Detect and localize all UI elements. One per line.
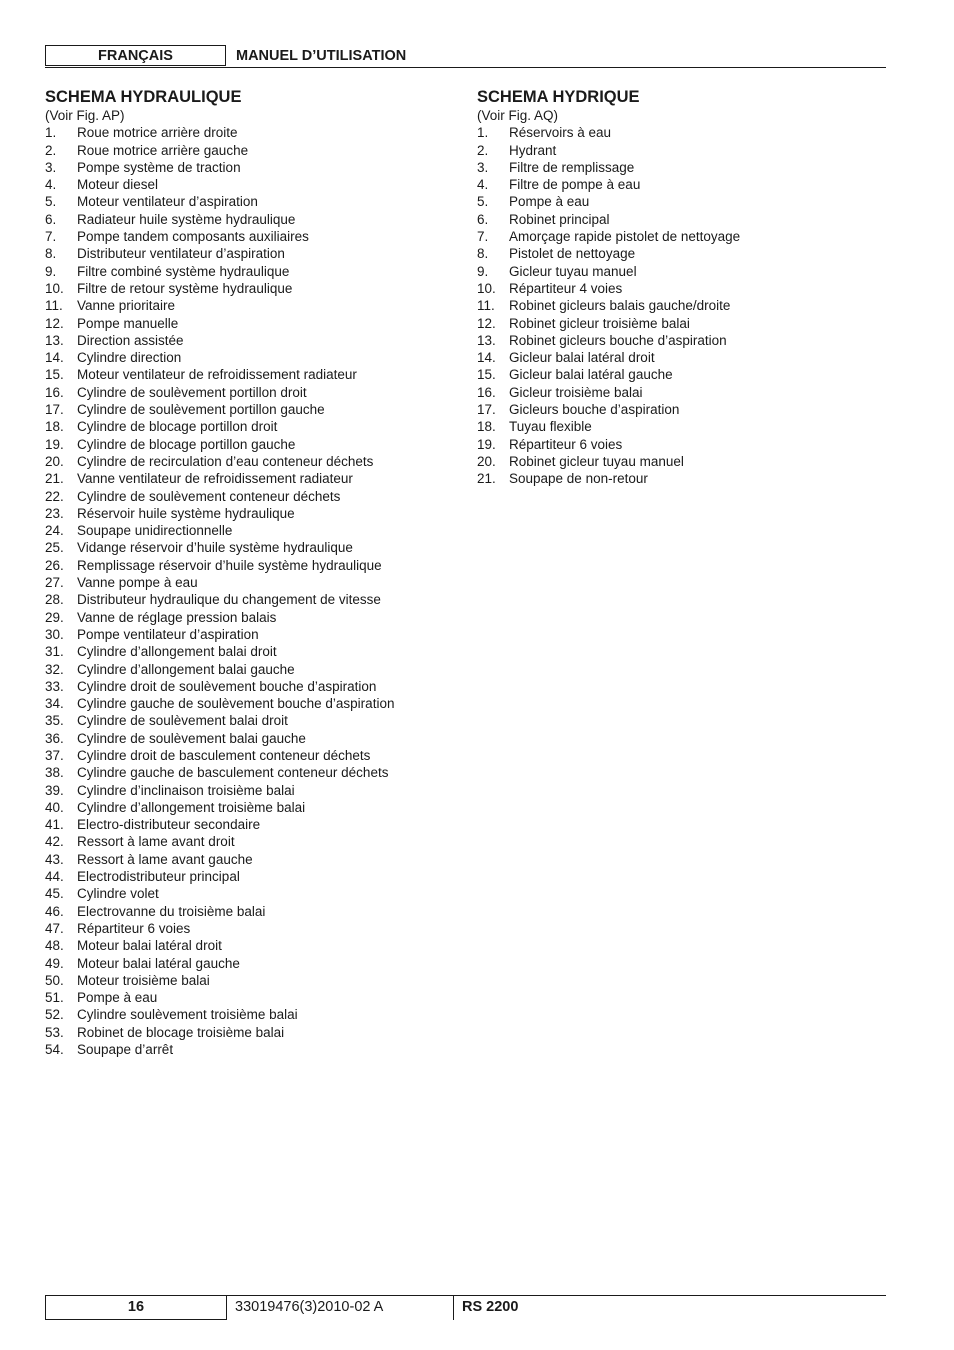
list-item [45,228,445,245]
item-label: Gicleur tuyau manuel [509,263,637,279]
item-number: 17. [45,402,64,418]
item-number: 40. [45,799,64,815]
list-item [477,124,886,141]
list-item [45,505,445,522]
list-item [45,349,445,366]
list-item [477,193,886,210]
item-number: 31. [45,644,64,660]
item-label: Gicleur balai latéral droit [509,350,655,366]
item-number: 29. [45,609,64,625]
item-number: 20. [45,453,64,469]
list-item [477,453,886,470]
item-label: Filtre de remplissage [509,159,635,175]
list-item [45,488,445,505]
hydraulic-figure-reference: (Voir Fig. AP) [45,108,125,123]
item-label: Electrodistributeur principal [77,869,240,885]
item-number: 42. [45,834,64,850]
item-label: Cylindre de soulèvement balai droit [77,713,288,729]
item-number: 16. [45,384,64,400]
item-number: 44. [45,869,64,885]
item-number: 49. [45,955,64,971]
item-number: 10. [45,280,64,296]
item-number: 9. [45,263,57,279]
list-item [45,453,445,470]
list-item [45,142,445,159]
list-item [45,297,445,314]
list-item [45,245,445,262]
item-label: Soupape de non-retour [509,471,648,487]
item-label: Pompe ventilateur d’aspiration [77,626,259,642]
item-label: Cylindre droit de soulèvement bouche d’aspiration [77,678,377,694]
list-item [477,332,886,349]
hydraulic-section [45,87,445,1058]
item-number: 16. [477,384,496,400]
list-item [477,470,886,487]
item-label: Filtre combiné système hydraulique [77,263,290,279]
item-label: Electrovanne du troisième balai [77,903,266,919]
item-number: 14. [477,350,496,366]
item-number: 54. [45,1042,64,1058]
item-label: Distributeur hydraulique du changement de vitesse [77,592,381,608]
item-label: Cylindre direction [77,350,182,366]
item-label: Vanne prioritaire [77,298,176,314]
item-label: Roue motrice arrière droite [77,125,238,141]
list-item [45,609,445,626]
list-item [45,799,445,816]
item-label: Pistolet de nettoyage [509,246,636,262]
item-label: Cylindre droit de basculement conteneur déchets [77,747,371,763]
item-number: 7. [45,229,57,245]
item-number: 45. [45,886,64,902]
item-number: 22. [45,488,64,504]
item-number: 33. [45,678,64,694]
item-number: 3. [45,159,57,175]
item-number: 30. [45,626,64,642]
manual-title: MANUEL D’UTILISATION [236,48,407,64]
item-label: Pompe à eau [509,194,590,210]
item-label: Gicleurs bouche d’aspiration [509,402,680,418]
list-item [45,315,445,332]
list-item [45,851,445,868]
item-number: 32. [45,661,64,677]
item-label: Soupape d’arrêt [77,1042,174,1058]
item-number: 18. [477,419,496,435]
item-label: Robinet gicleurs bouche d’aspiration [509,332,727,348]
item-number: 36. [45,730,64,746]
list-item [45,782,445,799]
item-number: 26. [45,557,64,573]
item-number: 35. [45,713,64,729]
item-label: Radiateur huile système hydraulique [77,211,296,227]
item-label: Vanne de réglage pression balais [77,609,277,625]
hydraulic-title: SCHEMA HYDRAULIQUE [45,88,242,106]
item-label: Robinet gicleur tuyau manuel [509,453,684,469]
list-item [45,626,445,643]
item-label: Robinet gicleurs balais gauche/droite [509,298,731,314]
list-item [45,401,445,418]
list-item [45,816,445,833]
item-number: 5. [45,194,57,210]
item-label: Cylindre d’allongement balai droit [77,644,277,660]
item-number: 17. [477,402,496,418]
item-label: Cylindre d’allongement troisième balai [77,799,306,815]
item-label: Cylindre soulèvement troisième balai [77,1007,298,1023]
item-label: Vanne pompe à eau [77,575,198,591]
item-number: 8. [477,246,489,262]
list-item [477,176,886,193]
item-number: 19. [45,436,64,452]
list-item [45,920,445,937]
item-number: 41. [45,817,64,833]
list-item [45,176,445,193]
item-number: 8. [45,246,57,262]
list-item [477,418,886,435]
item-label: Cylindre de blocage portillon gauche [77,436,296,452]
item-number: 6. [45,211,57,227]
list-item [45,972,445,989]
item-number: 11. [45,298,63,314]
item-label: Cylindre de soulèvement conteneur déchets [77,488,341,504]
model-name: RS 2200 [453,1296,518,1320]
list-item [477,228,886,245]
list-item [477,211,886,228]
list-item [45,591,445,608]
item-number: 13. [45,332,64,348]
item-label: Moteur troisième balai [77,972,210,988]
list-item [477,315,886,332]
item-number: 23. [45,505,64,521]
list-item [477,263,886,280]
item-number: 20. [477,453,496,469]
document-code: 33019476(3)2010-02 A [235,1299,384,1315]
item-label: Electro-distributeur secondaire [77,817,261,833]
item-number: 3. [477,159,489,175]
item-label: Soupape unidirectionnelle [77,523,233,539]
list-item [45,868,445,885]
item-label: Filtre de pompe à eau [509,177,641,193]
item-number: 11. [477,298,495,314]
list-item [45,1024,445,1041]
item-number: 12. [477,315,496,331]
item-label: Pompe à eau [77,990,158,1006]
list-item [45,574,445,591]
item-label: Pompe tandem composants auxiliaires [77,229,309,245]
list-item [45,557,445,574]
item-label: Cylindre gauche de soulèvement bouche d’aspiration [77,696,395,712]
item-label: Distributeur ventilateur d’aspiration [77,246,285,262]
item-label: Moteur ventilateur d’aspiration [77,194,258,210]
list-item [45,384,445,401]
item-number: 21. [477,471,496,487]
item-label: Remplissage réservoir d’huile système hydraulique [77,557,382,573]
item-number: 38. [45,765,64,781]
list-item [477,159,886,176]
list-item [45,903,445,920]
item-label: Moteur balai latéral gauche [77,955,240,971]
item-number: 46. [45,903,64,919]
item-number: 15. [477,367,496,383]
list-item [45,436,445,453]
item-number: 52. [45,1007,64,1023]
item-number: 5. [477,194,489,210]
item-number: 47. [45,920,64,936]
list-item [45,366,445,383]
item-label: Hydrant [509,142,557,158]
item-label: Pompe manuelle [77,315,179,331]
list-item [45,833,445,850]
item-label: Cylindre de blocage portillon droit [77,419,278,435]
item-label: Filtre de retour système hydraulique [77,280,293,296]
list-item [45,418,445,435]
item-label: Répartiteur 6 voies [77,920,191,936]
list-item [45,678,445,695]
item-label: Répartiteur 6 voies [509,436,623,452]
item-number: 34. [45,696,64,712]
list-item [45,159,445,176]
page-header [45,45,886,68]
item-number: 12. [45,315,64,331]
list-item [45,470,445,487]
item-number: 18. [45,419,64,435]
item-label: Cylindre gauche de basculement conteneur déchets [77,765,389,781]
list-item [477,142,886,159]
item-number: 6. [477,211,489,227]
item-number: 4. [477,177,489,193]
item-number: 28. [45,592,64,608]
list-item [477,280,886,297]
list-item [45,522,445,539]
item-number: 2. [45,142,57,158]
item-label: Moteur ventilateur de refroidissement radiateur [77,367,357,383]
item-label: Robinet gicleur troisième balai [509,315,690,331]
item-number: 19. [477,436,496,452]
water-title: SCHEMA HYDRIQUE [477,88,640,106]
list-item [45,661,445,678]
list-item [45,124,445,141]
list-item [477,384,886,401]
list-item [45,263,445,280]
item-label: Direction assistée [77,332,184,348]
item-number: 21. [45,471,64,487]
list-item [45,1041,445,1058]
item-number: 50. [45,972,64,988]
item-label: Cylindre de recirculation d’eau conteneur déchets [77,453,374,469]
list-item [45,643,445,660]
item-label: Amorçage rapide pistolet de nettoyage [509,229,741,245]
item-number: 24. [45,523,64,539]
list-item [477,401,886,418]
item-label: Cylindre d’inclinaison troisième balai [77,782,295,798]
item-number: 15. [45,367,64,383]
item-number: 13. [477,332,496,348]
item-label: Robinet de blocage troisième balai [77,1024,285,1040]
item-number: 53. [45,1024,64,1040]
list-item [45,730,445,747]
item-label: Vidange réservoir d’huile système hydraulique [77,540,353,556]
item-label: Roue motrice arrière gauche [77,142,249,158]
item-number: 25. [45,540,64,556]
item-label: Moteur balai latéral droit [77,938,222,954]
page-footer [45,1295,886,1320]
item-label: Cylindre de soulèvement portillon droit [77,384,307,400]
list-item [477,436,886,453]
list-item [477,245,886,262]
item-label: Cylindre d’allongement balai gauche [77,661,295,677]
list-item [45,332,445,349]
language-label: FRANÇAIS [45,45,226,66]
item-number: 4. [45,177,57,193]
item-number: 27. [45,575,64,591]
list-item [45,764,445,781]
item-label: Gicleur troisième balai [509,384,643,400]
item-label: Ressort à lame avant droit [77,834,235,850]
hydraulic-component-list [45,124,445,1058]
list-item [477,366,886,383]
list-item [45,1006,445,1023]
item-label: Pompe système de traction [77,159,241,175]
list-item [45,747,445,764]
item-number: 48. [45,938,64,954]
item-label: Gicleur balai latéral gauche [509,367,673,383]
item-number: 7. [477,229,489,245]
item-label: Robinet principal [509,211,610,227]
list-item [45,712,445,729]
water-section [477,87,886,488]
list-item [45,695,445,712]
item-number: 10. [477,280,496,296]
item-number: 43. [45,851,64,867]
list-item [45,280,445,297]
list-item [477,297,886,314]
list-item [45,885,445,902]
item-label: Tuyau flexible [509,419,592,435]
water-component-list [477,124,886,487]
item-number: 2. [477,142,489,158]
list-item [477,349,886,366]
list-item [45,989,445,1006]
list-item [45,937,445,954]
item-label: Cylindre de soulèvement portillon gauche [77,402,325,418]
item-label: Moteur diesel [77,177,159,193]
item-label: Réservoirs à eau [509,125,612,141]
item-label: Cylindre de soulèvement balai gauche [77,730,306,746]
list-item [45,955,445,972]
item-number: 39. [45,782,64,798]
list-item [45,193,445,210]
item-number: 37. [45,747,64,763]
item-number: 9. [477,263,489,279]
list-item [45,539,445,556]
item-label: Ressort à lame avant gauche [77,851,253,867]
list-item [45,211,445,228]
page-number: 16 [45,1296,227,1320]
item-number: 14. [45,350,64,366]
item-number: 51. [45,990,64,1006]
item-label: Vanne ventilateur de refroidissement radiateur [77,471,353,487]
item-number: 1. [477,125,489,141]
item-label: Cylindre volet [77,886,159,902]
item-number: 1. [45,125,57,141]
item-label: Réservoir huile système hydraulique [77,505,295,521]
item-label: Répartiteur 4 voies [509,280,623,296]
water-figure-reference: (Voir Fig. AQ) [477,108,559,123]
